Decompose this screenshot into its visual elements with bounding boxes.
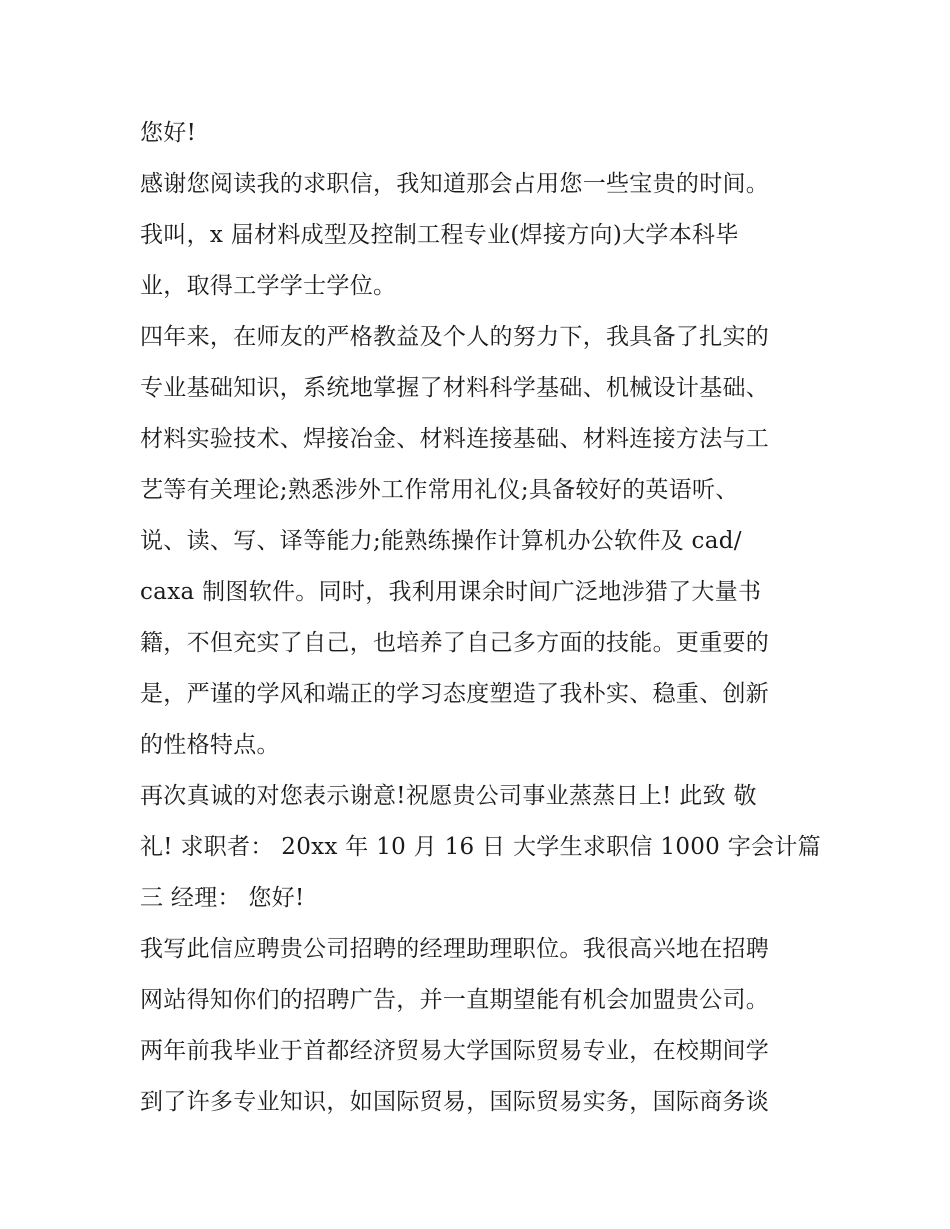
text-line: 业，取得工学学士学位。 (140, 273, 397, 299)
text-line: 说、读、写、译等能力;能熟练操作计算机办公软件及 cad/ (140, 528, 742, 554)
text-line: 四年来，在师友的严格教益及个人的努力下，我具备了扎实的 (140, 324, 770, 350)
text-line: 三 经理： 您好! (140, 885, 305, 911)
text-line: 感谢您阅读我的求职信，我知道那会占用您一些宝贵的时间。 (140, 171, 770, 197)
text-line: 礼! 求职者： 20xx 年 10 月 16 日 大学生求职信 1000 字会计篇 (140, 834, 821, 860)
text-line: 您好! (140, 120, 197, 146)
text-line: 两年前我毕业于首都经济贸易大学国际贸易专业，在校期间学 (140, 1038, 770, 1064)
text-line: 我写此信应聘贵公司招聘的经理助理职位。我很高兴地在招聘 (140, 936, 770, 962)
document-body (140, 108, 820, 1128)
text-line: caxa 制图软件。同时，我利用课余时间广泛地涉猎了大量书 (140, 579, 762, 605)
text-line: 再次真诚的对您表示谢意!祝愿贵公司事业蒸蒸日上! 此致 敬 (140, 783, 757, 809)
text-line: 专业基础知识，系统地掌握了材料科学基础、机械设计基础、 (140, 375, 770, 401)
text-line: 的性格特点。 (140, 732, 280, 758)
text-line: 籍，不但充实了自己，也培养了自己多方面的技能。更重要的 (140, 630, 770, 656)
text-line: 艺等有关理论;熟悉涉外工作常用礼仪;具备较好的英语听、 (140, 477, 739, 503)
text-line: 到了许多专业知识，如国际贸易，国际贸易实务，国际商务谈 (140, 1089, 770, 1115)
text-line: 材料实验技术、焊接冶金、材料连接基础、材料连接方法与工 (140, 426, 770, 452)
text-line: 网站得知你们的招聘广告，并一直期望能有机会加盟贵公司。 (140, 987, 770, 1013)
text-line: 我叫，x 届材料成型及控制工程专业(焊接方向)大学本科毕 (140, 222, 739, 248)
text-line: 是，严谨的学风和端正的学习态度塑造了我朴实、稳重、创新 (140, 681, 770, 707)
